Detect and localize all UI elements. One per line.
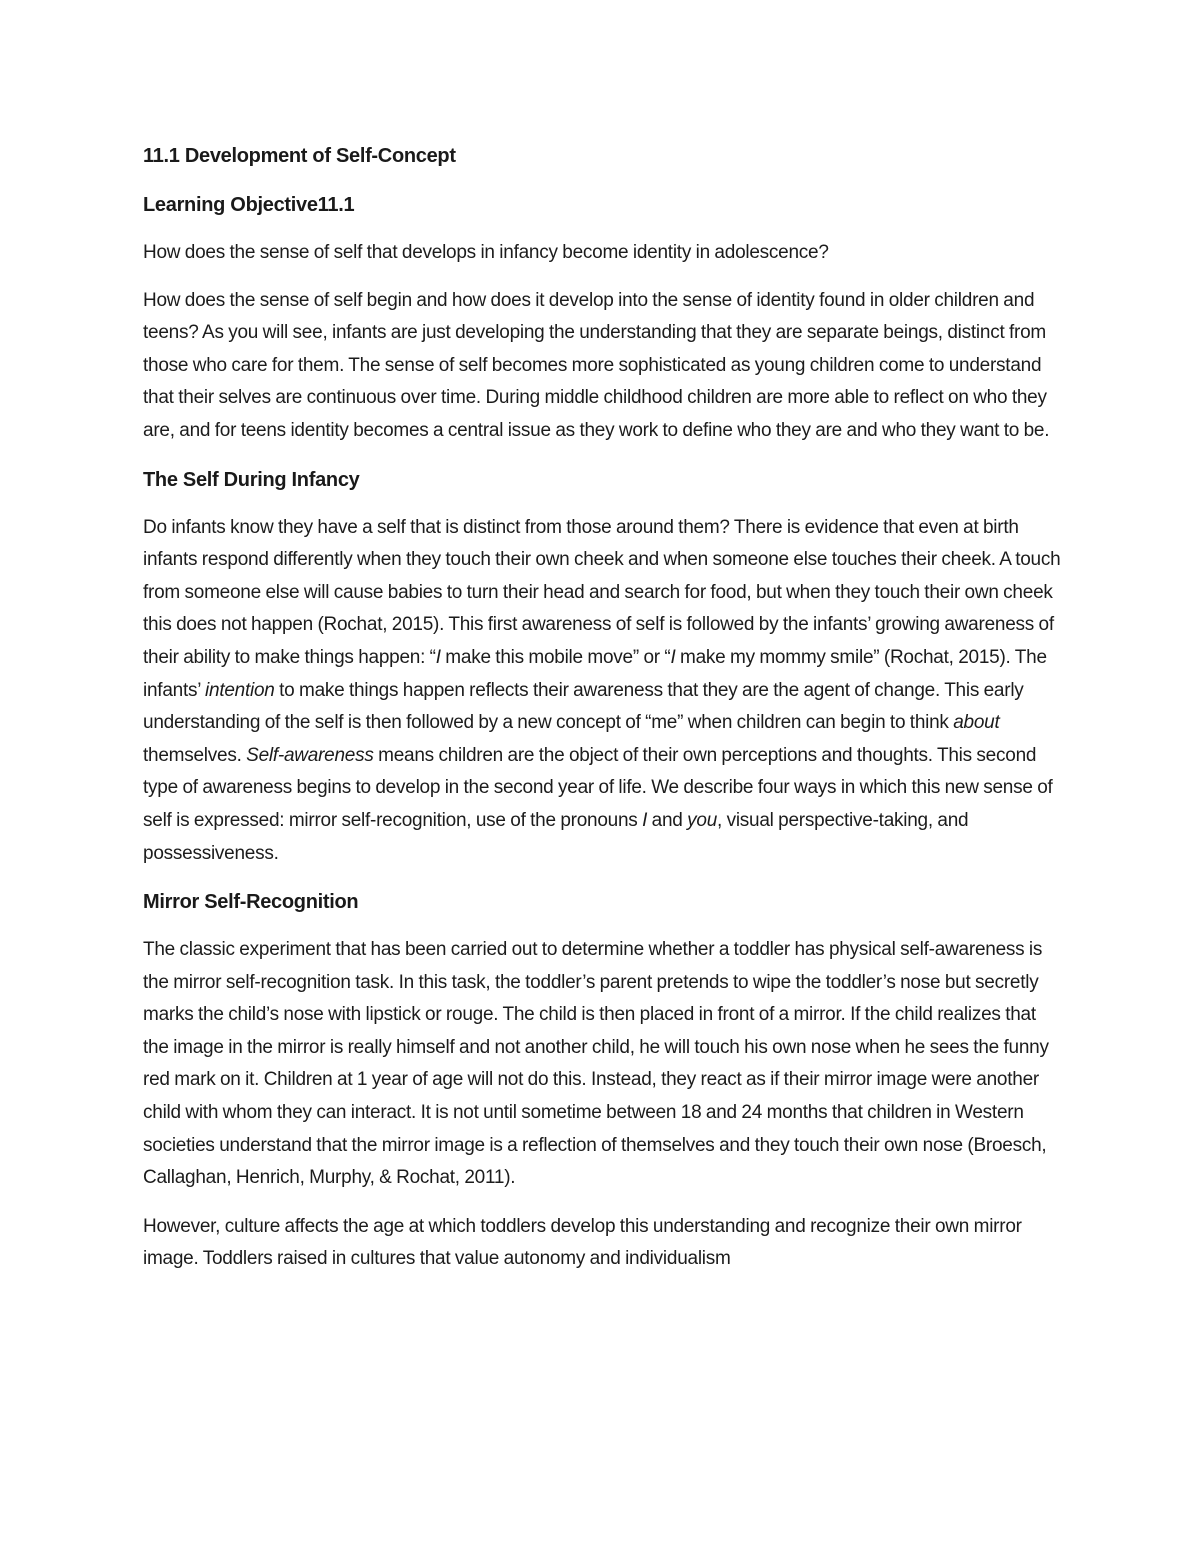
document-body bbox=[143, 140, 1063, 1292]
mirror-paragraph-2: However, culture affects the age at which toddlers develop this understanding and recognize their own mirror image. Toddlers raised in cultures that value autonomy and individualism bbox=[143, 1215, 1022, 1270]
infancy-heading: The Self During Infancy bbox=[143, 468, 360, 491]
mirror-heading: Mirror Self-Recognition bbox=[143, 891, 359, 914]
mirror-paragraph-1: The classic experiment that has been carried out to determine whether a toddler has physical self-awareness is the mirror self-recognition task. In this task, the toddler’s parent pretends to wipe the toddler’s nose but secretly marks the child’s nose with lipstick or rouge. The child is then placed in front of a mirror. If the child realizes that the image in the mirror is really himself and not another child, he will touch his own nose when he sees the funny red mark on it. Children at 1 year of age will not do this. Instead, they react as if their mirror image were another child with whom they can interact. It is not until sometime between 18 and 24 months that children in Western societies understand that the mirror image is a reflection of themselves and they touch their own nose (Broesch, Callaghan, Henrich, Murphy, & Rochat, 2011). bbox=[143, 939, 1049, 1189]
infancy-paragraph: Do infants know they have a self that is distinct from those around them? There is evidence that even at birth infants respond differently when they touch their own cheek and when someone else touches their cheek. A touch from someone else will cause babies to turn their head and search for food, but when they touch their own cheek this does not happen (Rochat, 2015). This first awareness of self is followed by the infants’ growing awareness of their ability to make things happen: “I make this mobile move” or “I make my mommy smile” (Rochat, 2015). The infants’ intention to make things happen reflects their awareness that they are the agent of change. This early understanding of the self is then followed by a new concept of “me” when children can begin to think about themselves. Self-awareness means children are the object of their own perceptions and thoughts. This second type of awareness begins to develop in the second year of life. We describe four ways in which this new sense of self is expressed: mirror self-recognition, use of the pronouns I and you, visual perspective-taking, and possessiveness. bbox=[143, 516, 1061, 864]
learning-objective-question: How does the sense of self that develops in infancy become identity in adolescence? bbox=[143, 242, 829, 263]
intro-paragraph: How does the sense of self begin and how does it develop into the sense of identity found in older children and teens? As you will see, infants are just developing the understanding that they are separate beings, distinct from those who care for them. The sense of self becomes more sophisticated as young children come to understand that their selves are continuous over time. During middle childhood children are more able to reflect on who they are, and for teens identity becomes a central issue as they work to define who they are and who they want to be. bbox=[143, 289, 1050, 441]
learning-objective-heading: Learning Objective11.1 bbox=[143, 194, 355, 216]
section-title: 11.1 Development of Self-Concept bbox=[143, 145, 456, 167]
